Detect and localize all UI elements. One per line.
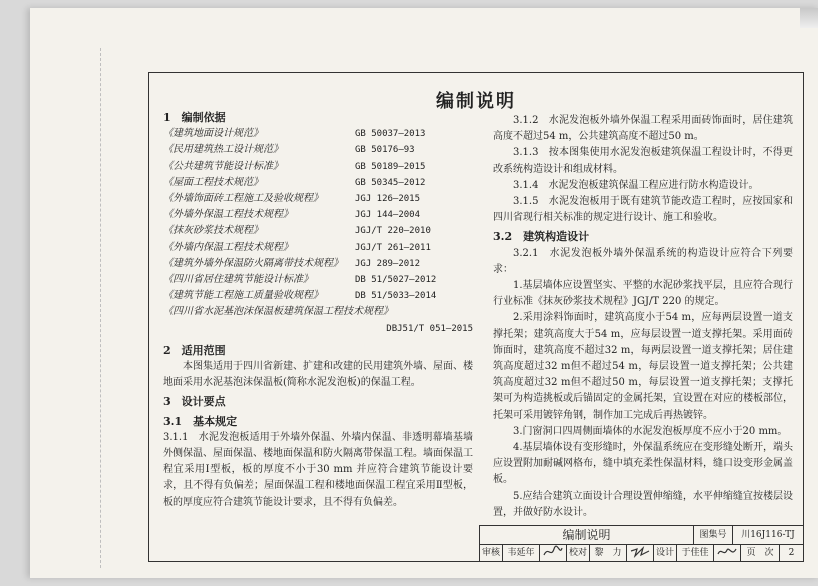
design-label: 设计 bbox=[654, 545, 677, 562]
standard-row bbox=[163, 288, 473, 304]
right-column bbox=[493, 113, 793, 521]
paragraph: 3.1.5 水泥发泡板用于既有建筑节能改造工程时，应按国家和四川省现行相关标准的规定进行设计、施工和验收。 bbox=[493, 196, 793, 224]
standard-code: JGJ/T 261—2011 bbox=[355, 242, 431, 253]
standard-code: GB 50176—93 bbox=[355, 145, 415, 156]
title-block bbox=[479, 525, 803, 562]
standard-name: 《公共建筑节能设计标准》 bbox=[163, 160, 283, 172]
check-label: 校对 bbox=[567, 545, 590, 562]
paragraph: 3.1.3 按本图集使用水泥发泡板建筑保温工程设计时，不得更改系统构造设计和组成材料。 bbox=[493, 147, 793, 175]
standard-code: DB 51/5033—2014 bbox=[355, 291, 437, 302]
standard-code: GB 50345—2012 bbox=[355, 177, 426, 188]
standard-name: 《民用建筑热工设计规范》 bbox=[163, 144, 283, 156]
checker-name: 黎 力 bbox=[590, 545, 627, 562]
standard-code: JGJ 289—2012 bbox=[355, 258, 421, 269]
standard-code: GB 50037—2013 bbox=[355, 129, 426, 140]
paragraph: 本图集适用于四川省新建、扩建和改建的民用建筑外墙、屋面、楼地面采用水泥基泡沫保温板(简称水泥发泡板)的保温工程。 bbox=[163, 361, 473, 389]
paragraph: 3.1.2 水泥发泡板外墙外保温工程采用面砖饰面时，居住建筑高度不超过54 m，公共建筑高度不超过50 m。 bbox=[493, 115, 793, 143]
checker-signature bbox=[627, 545, 654, 562]
standard-row bbox=[163, 126, 473, 142]
standard-row bbox=[163, 223, 473, 239]
standard-name: 《外墙饰面砖工程施工及验收规程》 bbox=[163, 193, 323, 205]
list-item: 2.采用涂料饰面时，建筑高度小于54 m，应每两层设置一道支撑托架；建筑高度大于54 m，应每层设置一道支撑托架。采用面砖饰面时，建筑高度不超过32 m，每两层设置一道支撑托架；居住建筑高度超过32 m但不超过54 m，每层设置一道支撑托架；公共建筑高度超过32 m但不超过50 m，每层设置一道支撑托架；支撑托架可为构造挑板或后锚固定的金属托架，宜设置在对应的楼板部位，托架可采用镀锌角钢，制作加工完成后再热镀锌。 bbox=[493, 312, 793, 421]
paragraph: 3.1.1 水泥发泡板适用于外墙外保温、外墙内保温、非透明幕墙基墙外侧保温、屋面保温、楼地面保温和防火隔离带保温工程。墙面保温工程宜采用Ⅰ型板，板的厚度不小于30 mm 并应符合建筑节能设计要求，且不得有负偏差；屋面保温工程和楼地面保温工程宜采用Ⅱ型板，板的厚度应符合建筑节能设计要求，且不得有负偏差。 bbox=[163, 431, 473, 508]
standard-code: DBJ51/T 051—2015 bbox=[386, 323, 473, 334]
standard-row bbox=[163, 175, 473, 191]
standard-code: JGJ/T 220—2010 bbox=[355, 226, 431, 237]
paragraph: 3.2.1 水泥发泡板外墙外保温系统的构造设计应符合下列要求： bbox=[493, 247, 793, 275]
subsection-heading: 3.1 基本规定 bbox=[163, 414, 238, 428]
standard-name: 《四川省水泥基泡沫保温板建筑保温工程技术规程》 bbox=[163, 306, 393, 318]
reviewer-signature bbox=[540, 545, 567, 562]
list-item: 1.基层墙体应设置坚实、平整的水泥砂浆找平层，且应符合现行行业标准《抹灰砂浆技术规程》JGJ/T 220 的规定。 bbox=[493, 280, 793, 308]
list-item: 5.应结合建筑立面设计合理设置伸缩缝，水平伸缩缝宜按楼层设置，并做好防水设计。 bbox=[493, 490, 793, 518]
standard-row bbox=[163, 256, 473, 272]
standard-row bbox=[163, 191, 473, 207]
page-title: 编制说明 bbox=[436, 91, 516, 112]
title-block-name: 编制说明 bbox=[480, 526, 694, 544]
section-heading: 2 适用范围 bbox=[163, 343, 226, 357]
standard-row bbox=[163, 272, 473, 288]
standard-code: JGJ 126—2015 bbox=[355, 194, 421, 205]
page-number: 2 bbox=[788, 548, 795, 558]
standard-name: 《建筑外墙外保温防火隔离带技术规程》 bbox=[163, 257, 343, 269]
subsection-heading: 3.2 建筑构造设计 bbox=[493, 230, 590, 244]
standard-name: 《建筑地面设计规范》 bbox=[163, 128, 263, 140]
drawing-sheet bbox=[30, 8, 818, 578]
atlas-number-label: 图集号 bbox=[694, 526, 733, 544]
designer-name: 于佳佳 bbox=[677, 545, 714, 562]
corner-shadow bbox=[800, 8, 818, 28]
standard-code: GB 50189—2015 bbox=[355, 161, 426, 172]
standards-list bbox=[163, 126, 473, 304]
standard-name: 《建筑节能工程施工质量验收规程》 bbox=[163, 290, 323, 302]
standard-name: 《外墙外保温工程技术规程》 bbox=[163, 209, 293, 221]
paragraph: 3.1.4 水泥发泡板建筑保温工程应进行防水构造设计。 bbox=[513, 179, 759, 191]
review-label: 审核 bbox=[480, 545, 503, 562]
standard-row bbox=[163, 142, 473, 158]
designer-signature bbox=[714, 545, 741, 562]
section-heading: 3 设计要点 bbox=[163, 395, 226, 409]
reviewer-name: 韦延年 bbox=[503, 545, 540, 562]
standard-row bbox=[163, 240, 473, 256]
section-heading: 1 编制依据 bbox=[163, 111, 226, 124]
standard-row bbox=[163, 207, 473, 223]
list-item: 4.基层墙体设有变形缝时，外保温系统应在变形缝处断开，端头应设置附加耐碱网格布，缝中填充柔性保温材料，缝口设变形金属盖板。 bbox=[493, 442, 793, 486]
binding-line bbox=[100, 48, 102, 568]
standard-row bbox=[163, 159, 473, 175]
left-column bbox=[163, 107, 473, 511]
standard-name: 《外墙内保温工程技术规程》 bbox=[163, 241, 293, 253]
list-item: 3.门窗洞口四周侧面墙体的水泥发泡板厚度不应小于20 mm。 bbox=[513, 425, 788, 437]
standard-name: 《抹灰砂浆技术规程》 bbox=[163, 225, 263, 237]
standard-name: 《屋面工程技术规范》 bbox=[163, 176, 263, 188]
standard-code: DB 51/5027—2012 bbox=[355, 275, 437, 286]
drawing-frame bbox=[148, 72, 804, 562]
atlas-number-value: 川16J116-TJ bbox=[741, 530, 795, 540]
standard-code: JGJ 144—2004 bbox=[355, 210, 421, 221]
page-label: 页 次 bbox=[741, 545, 780, 562]
standard-name: 《四川省居住建筑节能设计标准》 bbox=[163, 274, 313, 286]
standard-row bbox=[163, 304, 473, 320]
